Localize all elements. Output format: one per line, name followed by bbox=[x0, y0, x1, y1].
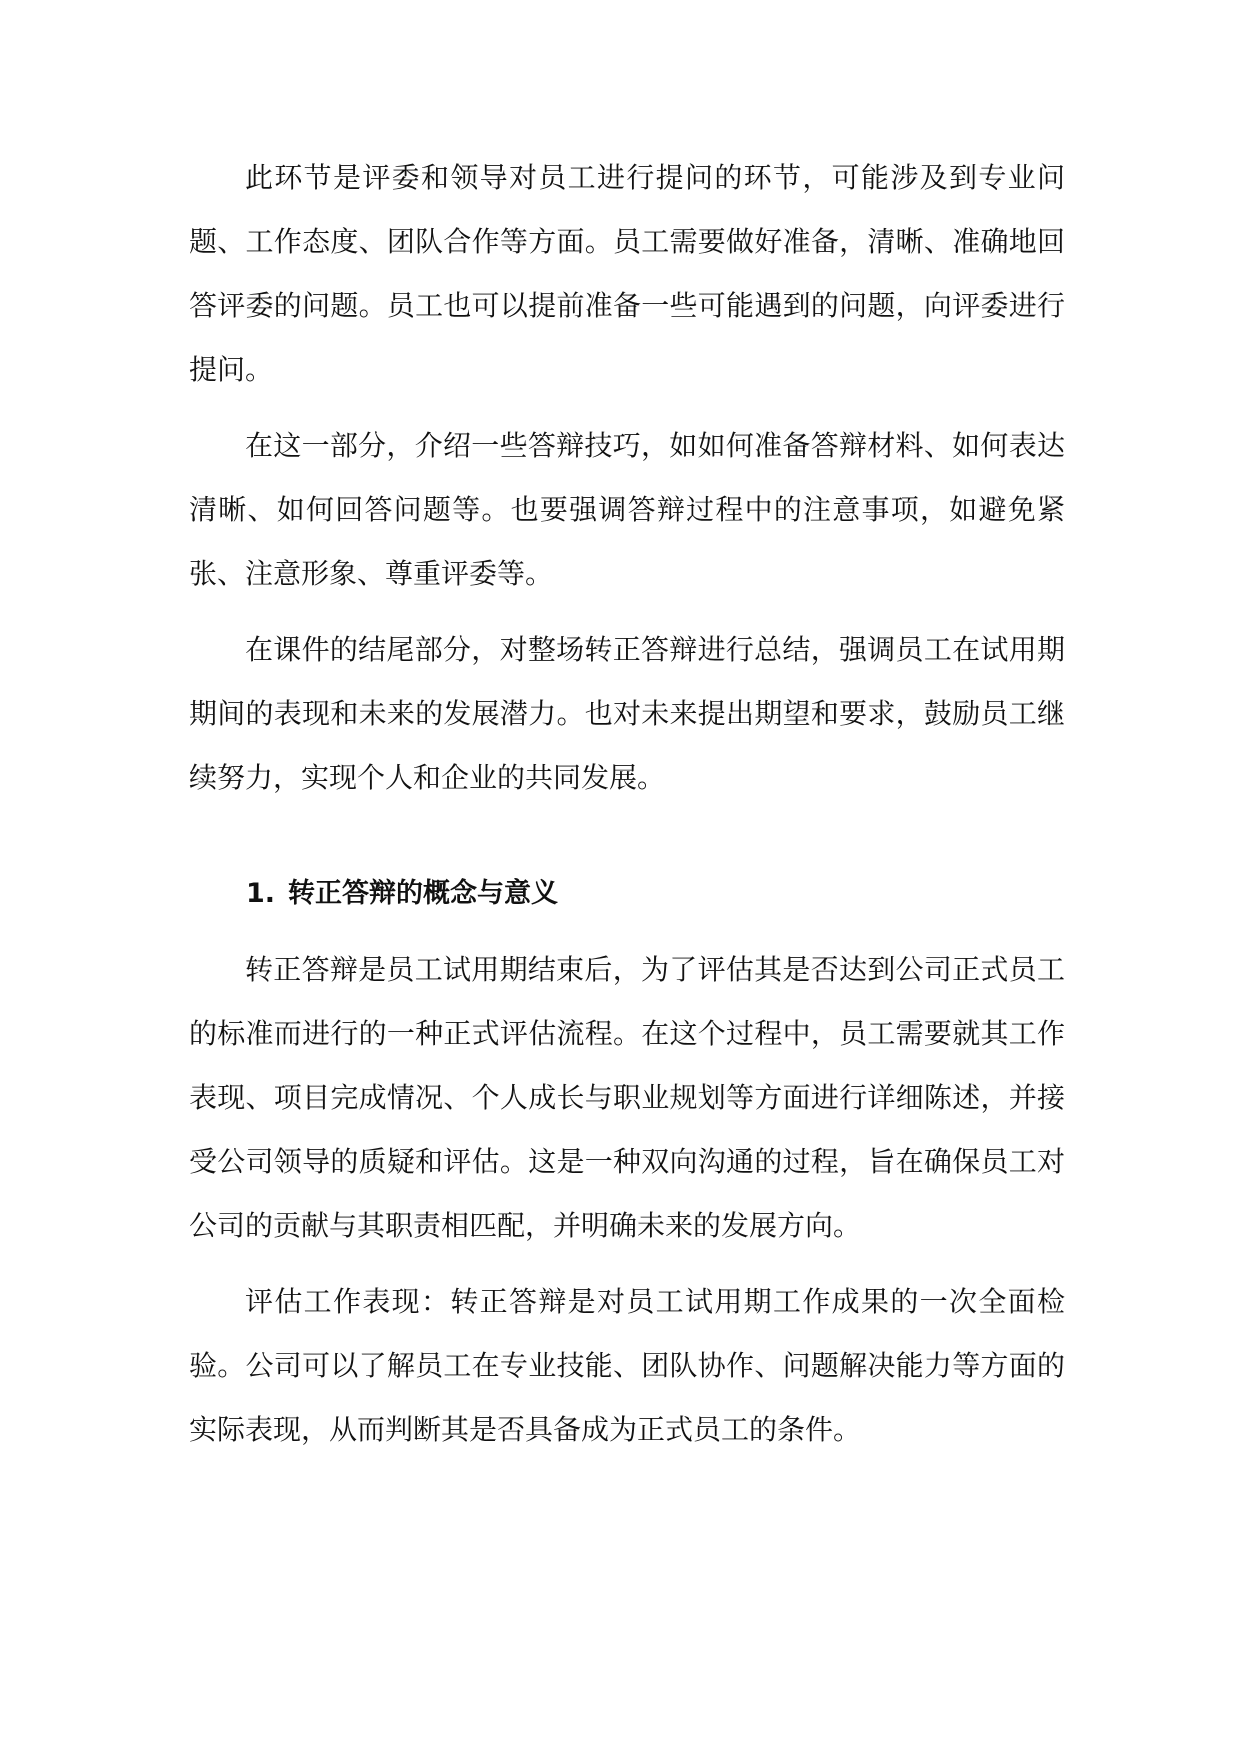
section-heading bbox=[189, 862, 1065, 926]
document-body bbox=[189, 146, 1065, 1462]
paragraph-concept: 转正答辩是员工试用期结束后，为了评估其是否达到公司正式员工的标准而进行的一种正式评估流程。在这个过程中，员工需要就其工作表现、项目完成情况、个人成长与职业规划等方面进行详细陈述，并接受公司领导的质疑和评估。这是一种双向沟通的过程，旨在确保员工对公司的贡献与其职责相匹配，并明确未来的发展方向。 bbox=[189, 953, 1065, 1242]
section-number: 1. bbox=[246, 878, 276, 909]
paragraph-conclusion: 在课件的结尾部分，对整场转正答辩进行总结，强调员工在试用期期间的表现和未来的发展潜力。也对未来提出期望和要求，鼓励员工继续努力，实现个人和企业的共同发展。 bbox=[189, 633, 1065, 794]
paragraph-qa-session: 此环节是评委和领导对员工进行提问的环节，可能涉及到专业问题、工作态度、团队合作等方面。员工需要做好准备，清晰、准确地回答评委的问题。员工也可以提前准备一些可能遇到的问题，向评委进行提问。 bbox=[189, 161, 1065, 386]
paragraph-defense-skills: 在这一部分，介绍一些答辩技巧，如如何准备答辩材料、如何表达清晰、如何回答问题等。也要强调答辩过程中的注意事项，如避免紧张、注意形象、尊重评委等。 bbox=[189, 429, 1065, 590]
section-title: 转正答辩的概念与意义 bbox=[288, 878, 558, 909]
paragraph-evaluate-performance: 评估工作表现：转正答辩是对员工试用期工作成果的一次全面检验。公司可以了解员工在专业技能、团队协作、问题解决能力等方面的实际表现，从而判断其是否具备成为正式员工的条件。 bbox=[189, 1285, 1065, 1446]
